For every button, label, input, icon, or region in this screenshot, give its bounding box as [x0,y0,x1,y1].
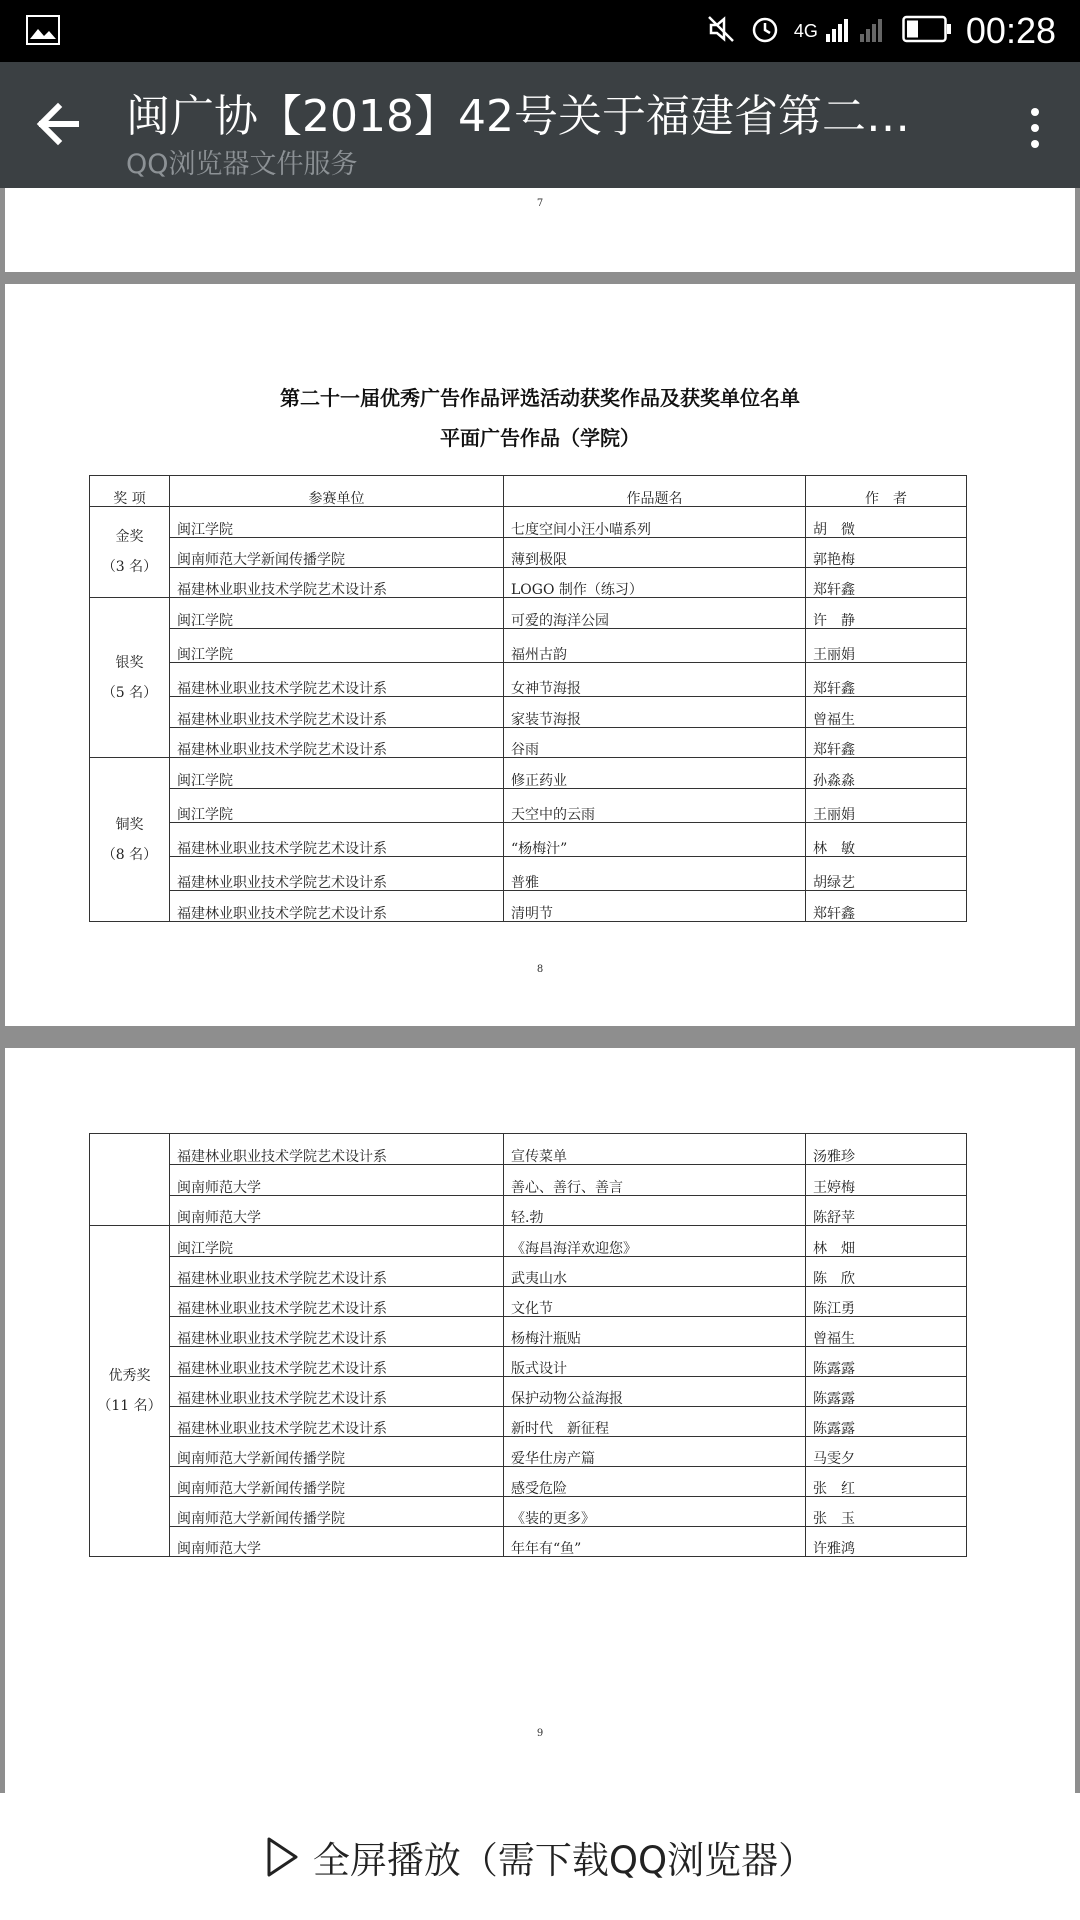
table-row [90,1467,967,1497]
author-cell: 郑轩鑫 [806,728,967,758]
work-cell: 新时代 新征程 [504,1407,806,1437]
unit-cell: 福建林业职业技术学院艺术设计系 [170,823,504,857]
prize-gold [90,507,170,598]
work-cell: 武夷山水 [504,1257,806,1287]
prize-name: 铜奖 [115,816,144,833]
author-cell: 陈 欣 [806,1257,967,1287]
work-cell: 修正药业 [504,758,806,789]
author-cell: 郑轩鑫 [806,663,967,697]
prize-count: （11 名） [97,1398,162,1414]
author-cell: 陈露露 [806,1377,967,1407]
unit-cell: 闽南师范大学 [170,1196,504,1226]
author-cell: 汤雅珍 [806,1134,967,1165]
unit-cell: 福建林业职业技术学院艺术设计系 [170,857,504,891]
document-viewer[interactable] [0,188,1080,1793]
prize-count: （8 名） [101,846,158,863]
unit-cell: 福建林业职业技术学院艺术设计系 [170,697,504,728]
work-cell: 轻.勃 [504,1196,806,1226]
author-cell: 林 畑 [806,1226,967,1257]
more-vert-icon [1020,98,1050,158]
work-cell: 家装节海报 [504,697,806,728]
author-cell: 王丽娟 [806,629,967,663]
table-row [90,1287,967,1317]
signal-icon [824,16,888,46]
table-row [90,568,967,598]
author-cell: 张 玉 [806,1497,967,1527]
author-cell: 郑轩鑫 [806,568,967,598]
unit-cell: 闽南师范大学新闻传播学院 [170,1497,504,1527]
play-icon [265,1836,299,1878]
table-row [90,823,967,857]
work-cell: 杨梅汁瓶贴 [504,1317,806,1347]
header-author: 作 者 [806,476,967,507]
table-row [90,1257,967,1287]
prize-name: 金奖 [115,529,144,545]
table-row [90,789,967,823]
table-row [90,538,967,568]
document-heading: 第二十一届优秀广告作品评选活动获奖作品及获奖单位名单 [280,386,800,410]
unit-cell: 闽南师范大学 [170,1165,504,1196]
author-cell: 郑轩鑫 [806,891,967,922]
work-cell: 《海昌海洋欢迎您》 [504,1226,806,1257]
work-cell: 善心、善行、善言 [504,1165,806,1196]
unit-cell: 闽江学院 [170,789,504,823]
award-table-page-8 [89,475,967,922]
table-row [90,1196,967,1226]
unit-cell: 闽南师范大学新闻传播学院 [170,1467,504,1497]
author-cell: 许 静 [806,598,967,629]
page-9 [5,1048,1075,1793]
document-subheading: 平面广告作品（学院） [440,426,640,450]
table-row [90,891,967,922]
work-cell: 普雅 [504,857,806,891]
work-cell: 爱华仕房产篇 [504,1437,806,1467]
bottom-bar [0,1793,1080,1920]
work-cell: 保护动物公益海报 [504,1377,806,1407]
table-row [90,728,967,758]
app-bar [0,62,1080,188]
table-row [90,1377,967,1407]
author-cell: 王丽娟 [806,789,967,823]
table-row [90,507,967,538]
table-row [90,1317,967,1347]
table-row [90,1497,967,1527]
table-row [90,1226,967,1257]
work-cell: 七度空间小汪小喵系列 [504,507,806,538]
table-row [90,598,967,629]
unit-cell: 闽江学院 [170,758,504,789]
award-table-page-9 [89,1133,967,1557]
page-number: 9 [536,1728,544,1739]
page-number: 8 [536,964,544,975]
prize-name: 优秀奖 [108,1368,151,1384]
unit-cell: 福建林业职业技术学院艺术设计系 [170,1317,504,1347]
author-cell: 孙淼淼 [806,758,967,789]
author-cell: 许雅鸿 [806,1527,967,1557]
author-cell: 陈露露 [806,1407,967,1437]
unit-cell: 闽江学院 [170,598,504,629]
page-8 [5,284,1075,1026]
table-row [90,1347,967,1377]
unit-cell: 福建林业职业技术学院艺术设计系 [170,1377,504,1407]
table-row [90,1407,967,1437]
work-cell: 版式设计 [504,1347,806,1377]
work-cell: 宣传菜单 [504,1134,806,1165]
page-7 [5,188,1075,272]
back-button[interactable] [30,94,90,154]
unit-cell: 福建林业职业技术学院艺术设计系 [170,663,504,697]
work-cell: 清明节 [504,891,806,922]
more-menu-button[interactable] [1020,98,1050,158]
fullscreen-play-button[interactable] [0,1793,1080,1920]
author-cell: 陈舒苹 [806,1196,967,1226]
table-row [90,697,967,728]
status-bar [0,0,1080,62]
author-cell: 林 敏 [806,823,967,857]
prize-count: （5 名） [101,684,158,701]
author-cell: 马雯夕 [806,1437,967,1467]
work-cell: 年年有“鱼” [504,1527,806,1557]
header-unit: 参赛单位 [170,476,504,507]
unit-cell: 福建林业职业技术学院艺术设计系 [170,728,504,758]
work-cell: 天空中的云雨 [504,789,806,823]
header-work: 作品题名 [504,476,806,507]
author-cell: 张 红 [806,1467,967,1497]
unit-cell: 福建林业职业技术学院艺术设计系 [170,891,504,922]
unit-cell: 福建林业职业技术学院艺术设计系 [170,1407,504,1437]
unit-cell: 闽江学院 [170,1226,504,1257]
work-cell: 女神节海报 [504,663,806,697]
table-row [90,1437,967,1467]
unit-cell: 闽江学院 [170,507,504,538]
unit-cell: 闽南师范大学新闻传播学院 [170,1437,504,1467]
author-cell: 郭艳梅 [806,538,967,568]
unit-cell: 福建林业职业技术学院艺术设计系 [170,1287,504,1317]
prize-excellence [90,1226,170,1557]
table-row [90,1527,967,1557]
battery-icon [902,15,952,47]
network-type-label: 4G [793,20,818,41]
author-cell: 王婷梅 [806,1165,967,1196]
table-row [90,1134,967,1165]
prize-silver [90,598,170,758]
unit-cell: 闽江学院 [170,629,504,663]
prize-bronze [90,758,170,922]
unit-cell: 福建林业职业技术学院艺术设计系 [170,568,504,598]
prize-name: 银奖 [115,654,144,671]
alarm-icon [750,14,780,48]
work-cell: 可爱的海洋公园 [504,598,806,629]
image-icon [26,15,60,49]
document-source: QQ浏览器文件服务 [126,149,358,180]
unit-cell: 福建林业职业技术学院艺术设计系 [170,1347,504,1377]
document-title: 闽广协【2018】42号关于福建省第二… [126,91,910,142]
prize-continued [90,1134,170,1226]
table-row [90,663,967,697]
header-prize: 奖 项 [90,476,170,507]
unit-cell: 福建林业职业技术学院艺术设计系 [170,1257,504,1287]
work-cell: 薄到极限 [504,538,806,568]
unit-cell: 闽南师范大学新闻传播学院 [170,538,504,568]
author-cell: 陈江勇 [806,1287,967,1317]
prize-count: （3 名） [101,559,158,575]
table-row [90,758,967,789]
author-cell: 胡 微 [806,507,967,538]
mute-icon [706,14,736,48]
unit-cell: 闽南师范大学 [170,1527,504,1557]
unit-cell: 福建林业职业技术学院艺术设计系 [170,1134,504,1165]
work-cell: LOGO 制作（练习） [504,568,806,598]
back-arrow-icon [30,94,90,154]
author-cell: 曾福生 [806,697,967,728]
table-row [90,629,967,663]
work-cell: “杨梅汁” [504,823,806,857]
work-cell: 《装的更多》 [504,1497,806,1527]
page-number: 7 [536,198,544,209]
table-header-row [90,476,967,507]
work-cell: 谷雨 [504,728,806,758]
table-row [90,857,967,891]
work-cell: 福州古韵 [504,629,806,663]
table-row [90,1165,967,1196]
clock: 00:28 [965,10,1056,51]
fullscreen-play-label: 全屏播放（需下载QQ浏览器） [312,1838,816,1882]
author-cell: 陈露露 [806,1347,967,1377]
work-cell: 感受危险 [504,1467,806,1497]
work-cell: 文化节 [504,1287,806,1317]
author-cell: 曾福生 [806,1317,967,1347]
author-cell: 胡绿艺 [806,857,967,891]
